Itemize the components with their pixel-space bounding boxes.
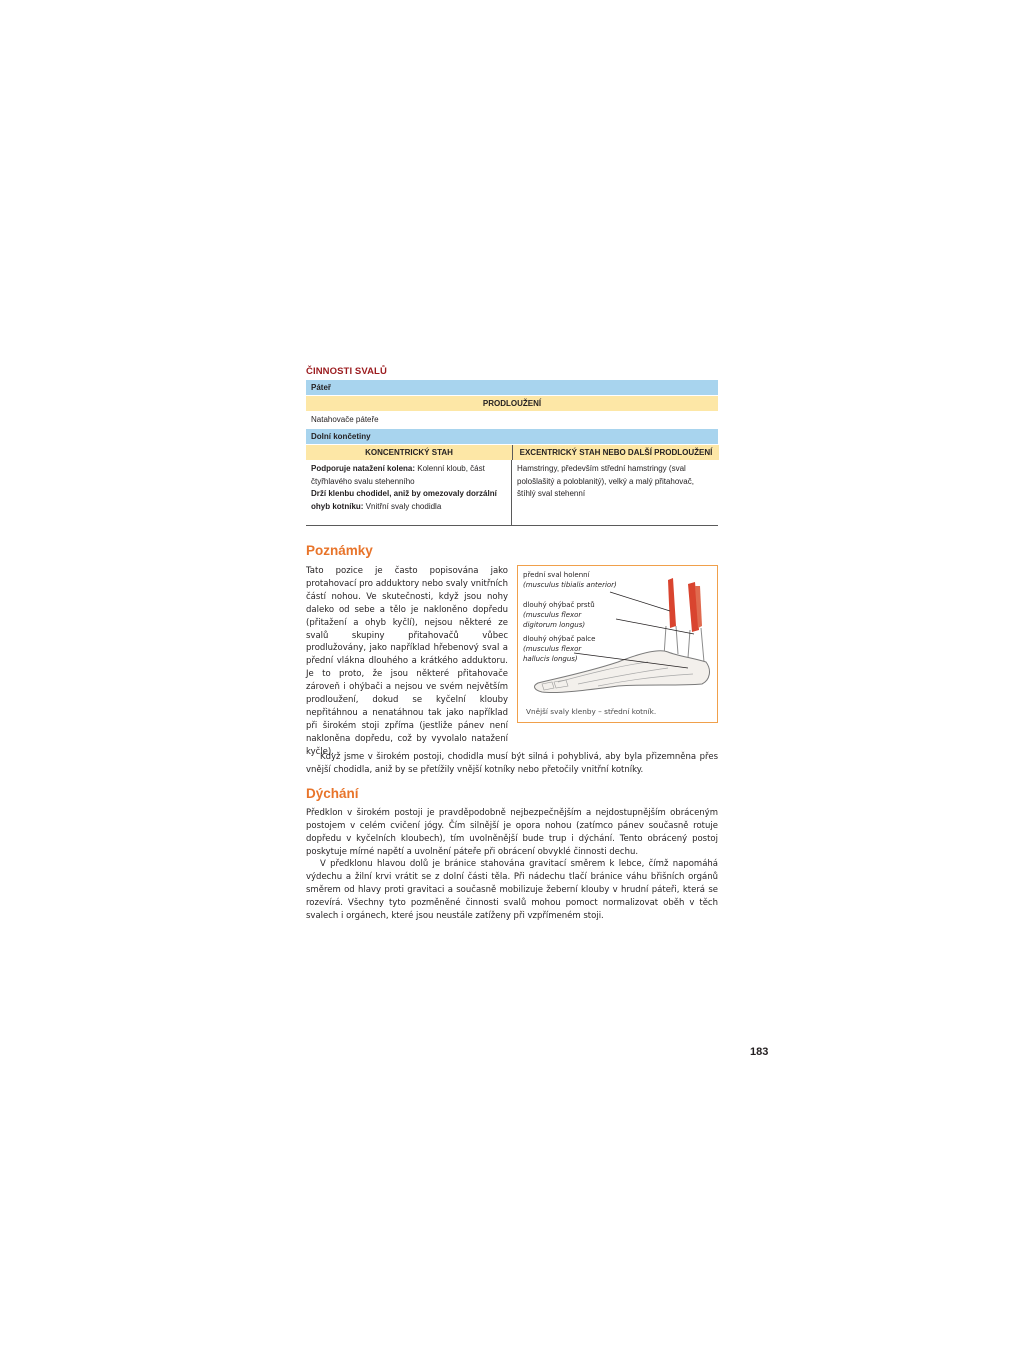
concentric-cell [306, 460, 512, 525]
eccentric-cell: Hamstringy, především střední hamstringy (sval pološlašitý a poloblanitý), velký a malý přitahovač, štíhlý sval stehenní [517, 464, 694, 498]
knee-support-text: Kolenní kloub, část čtyřhlavého svalu stehenního [311, 464, 485, 486]
arch-support-label: Drží klenbu chodidel, aniž by omezovaly dorzální ohyb kotníku: [311, 489, 497, 511]
spine-subheader: PRODLOUŽENÍ [306, 396, 718, 411]
breathing-heading: Dýchání [306, 785, 359, 801]
label-tibialis [523, 571, 617, 591]
label-flexor-digitorum-latin: (musculus flexor digitorum longus) [523, 610, 586, 629]
tibialis-anterior-muscle [668, 578, 676, 628]
leader-line-1 [610, 592, 670, 611]
foot-muscles-figure [517, 565, 718, 723]
label-flexor-digitorum [523, 601, 603, 630]
notes-section [306, 565, 718, 757]
notes-paragraph-2: Když jsme v širokém postoji, chodidla musí být silná i pohyblivá, aby byla přizemněna přes vnější chodidla, aniž by se přetížily vnější kotníky nebo přetočily vnitřní kotníky. [306, 752, 718, 775]
label-flexor-hallucis-name: dlouhý ohýbač palce [523, 635, 596, 643]
leader-line-2 [616, 619, 694, 634]
muscle-activity-title: ČINNOSTI SVALŮ [306, 366, 387, 377]
label-tibialis-latin: (musculus tibialis anterior) [523, 580, 617, 589]
notes-paragraph-1: Tato pozice je často popisována jako protahovací pro adduktory nebo svaly vnitřních částí nohou. Ve skutečnosti, když jsou nohy daleko od sebe a tělo je nakloněno dopředu (přitažení a ohyb kyčlí), nejsou některé ze svalů skupiny přitahovačů vůbec prodlužovány, jako například hřebenový sval a přední vlákna dlouhého a krátkého adduktoru. Je to proto, že jsou některé přitahovače zároveň i ohýbači a nejsou ve svém největším prodloužení, dokud se kyčelní klouby nepřitáhnou a nenatáhnou tak jako například při širokém stoji zpříma (jestliže pánev není nakloněna dopředu, což by vyvolalo natažení kyčle). [306, 566, 508, 757]
page-number: 183 [750, 1046, 769, 1058]
lower-limbs-cells [306, 460, 718, 526]
spine-content: Natahovače páteře [311, 415, 379, 424]
label-flexor-digitorum-name: dlouhý ohýbač prstů [523, 601, 595, 609]
column-headers [306, 444, 718, 460]
spine-header: Páteř [306, 380, 718, 395]
label-flexor-hallucis-latin: (musculus flexor hallucis longus) [523, 644, 582, 663]
lower-limbs-header: Dolní končetiny [306, 429, 718, 444]
concentric-header: KONCENTRICKÝ STAH [306, 445, 513, 460]
figure-caption: Vnější svaly klenby – střední kotník. [526, 707, 657, 716]
label-tibialis-name: přední sval holenní [523, 571, 590, 579]
notes-heading: Poznámky [306, 543, 373, 558]
muscle-activity-table [306, 380, 718, 526]
arch-support-text: Vnitřní svaly chodidla [363, 501, 442, 511]
label-flexor-hallucis [523, 635, 603, 664]
knee-support-label: Podporuje natažení kolena: [311, 464, 416, 473]
eccentric-header: EXCENTRICKÝ STAH NEBO DALŠÍ PRODLOUŽENÍ [513, 445, 719, 460]
page-content [306, 366, 718, 923]
breathing-paragraph-2: V předklonu hlavou dolů je bránice stahována gravitací směrem k lebce, čímž napomáhá výdechu a žilní krvi vrátit se z dolní části těla. Při nádechu tlačí bránice váhu břišních orgánů směrem od hlavy proti gravitaci a současně mobilizuje žeberní klouby v hrudní páteři, která se rozevírá. Všechny tyto pozměněné činnosti svalů mohou pomoct normalizovat oběh v těch svalech i orgánech, které jsou neustále zatíženy při vzpřímeném stoji. [306, 859, 718, 922]
breathing-paragraph-1: Předklon v širokém postoji je pravděpodobně nejbezpečnějším a nejdostupnějším obráceným postojem v celém cvičení jógy. Čím silnější je opora nohou (zatímco pánev současně rotuje dopředu v kyčelních kloubech), tím uvolněnější bude trup i dýchání. Tento obrácený postoj poskytuje mírné napětí a uvolnění páteře při obrácení obvyklé činnosti dechu. [306, 807, 718, 857]
